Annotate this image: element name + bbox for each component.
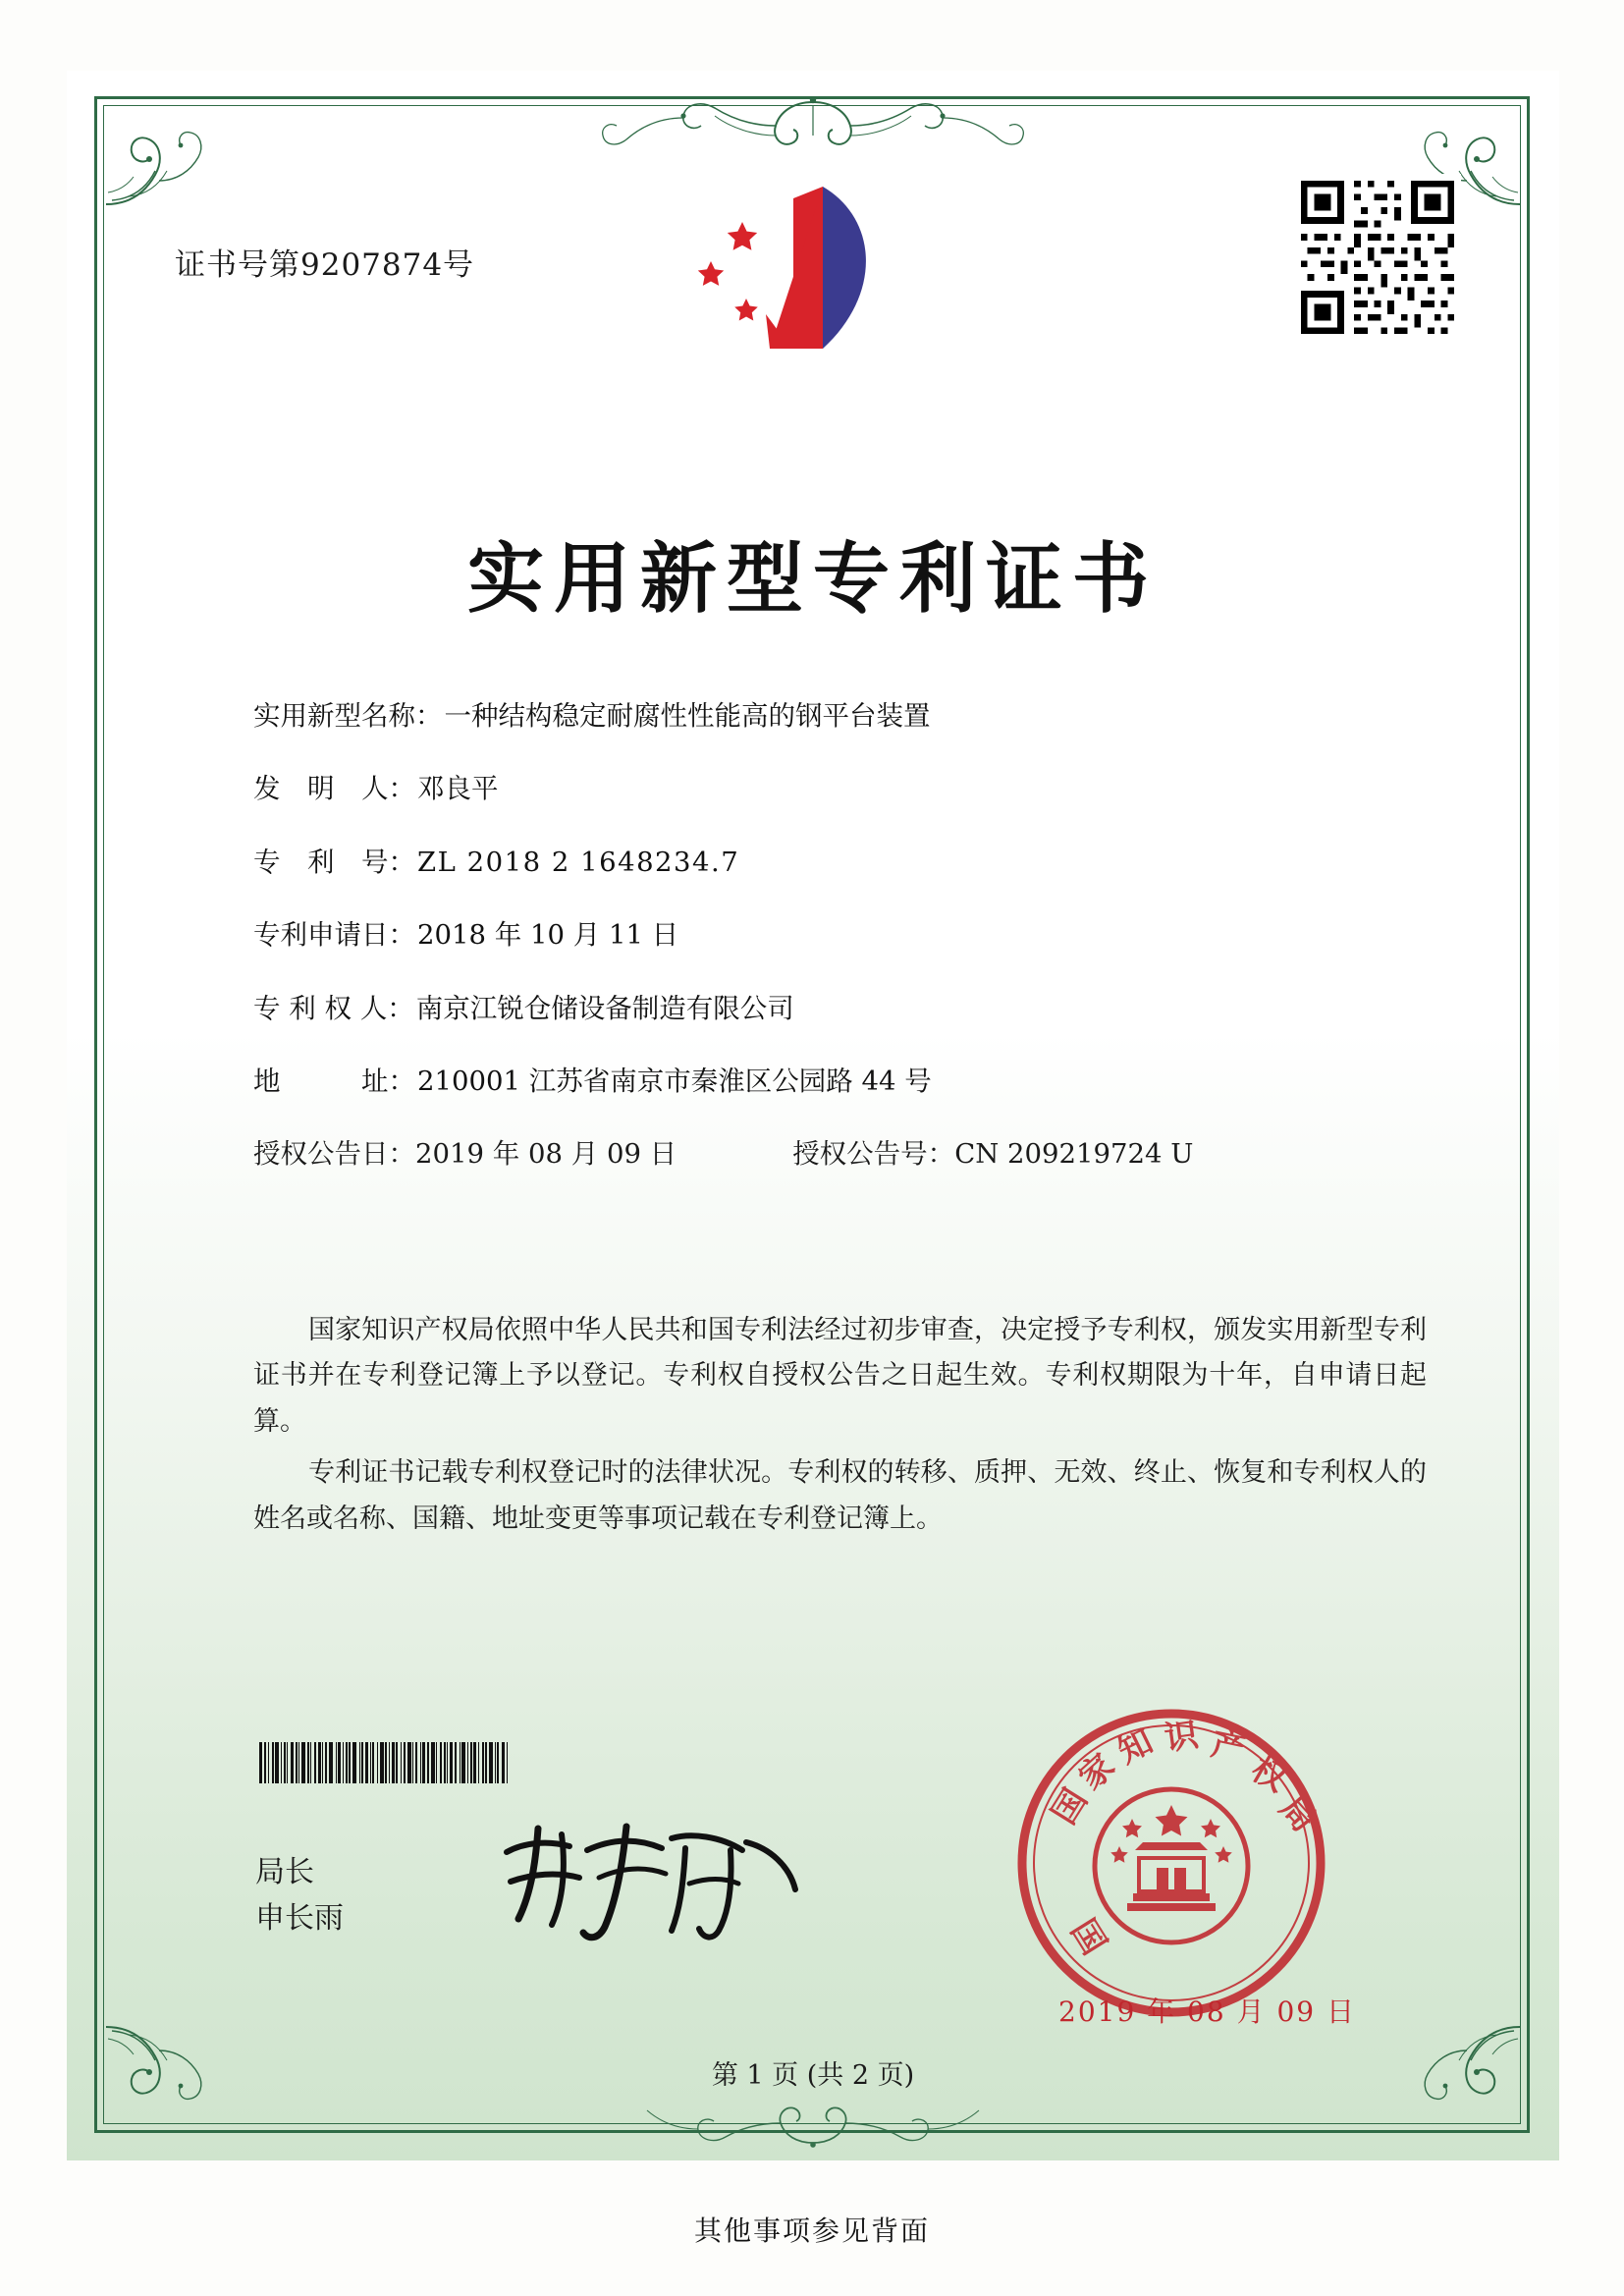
cnipa-logo-icon [676,177,931,363]
field-value: 邓良平 [417,773,499,805]
field-label: 专 利 权 人： [253,992,414,1024]
director-name-label: 申长雨 [255,1900,344,1936]
certificate-body [67,71,1559,2160]
grant-date-value: 2019 年 08 月 09 日 [415,1138,677,1171]
corner-ornament-icon [100,102,247,210]
handwritten-signature-icon [489,1809,813,1946]
grant-date-label: 授权公告日： [253,1138,415,1171]
field-patent-number [253,846,1412,879]
grant-number-value: CN 209219724 U [954,1138,1194,1171]
svg-text:国: 国 [1062,1912,1114,1962]
certificate-number: 证书号第9207874号 [175,247,475,283]
fields-block [253,699,1412,1205]
grant-number-label: 授权公告号： [792,1138,955,1171]
paragraph-1: 国家知识产权局依照中华人民共和国专利法经过初步审查，决定授予专利权，颁发实用新型专利证书并在专利登记簿上予以登记。专利权自授权公告之日起生效。专利权期限为十年，自申请日起算。 [253,1315,1427,1437]
field-application-date [253,918,1412,952]
field-value: ZL 2018 2 1648234.7 [417,846,740,878]
svg-text:家: 家 [1071,1746,1123,1798]
field-address [253,1065,1412,1098]
svg-text:权: 权 [1244,1749,1293,1800]
svg-text:国: 国 [1044,1781,1096,1831]
footer-note: 其他事项参见背面 [693,2214,930,2247]
field-label: 发 明 人： [253,773,415,805]
svg-text:知: 知 [1111,1722,1160,1773]
paragraph-2: 专利证书记载专利权登记时的法律状况。专利权的转移、质押、无效、终止、恢复和专利权人的姓名或名称、国籍、地址变更等事项记载在专利登记簿上。 [253,1457,1427,1534]
field-value: 一种结构稳定耐腐性性能高的钢平台装置 [444,700,931,732]
qr-code-icon [1294,174,1461,341]
legal-text-block [253,1308,1427,1548]
director-title-label: 局长 [255,1855,314,1889]
svg-text:局: 局 [1272,1788,1324,1840]
seal-date: 2019 年 08 月 09 日 [1058,1995,1357,2028]
field-label: 地 址： [253,1065,415,1097]
field-label: 实用新型名称： [253,700,443,732]
signature-block [255,1850,344,1941]
field-patentee [253,992,1412,1025]
field-utility-model-name [253,699,1412,733]
official-red-seal-icon [1009,1701,1333,2025]
barcode [259,1742,652,1783]
field-label: 专 利 号： [253,846,415,878]
page-title: 实用新型专利证书 [466,534,1159,624]
svg-text:产: 产 [1208,1723,1249,1770]
field-grant-row [253,1137,1412,1171]
field-value: 2018 年 10 月 11 日 [417,919,679,952]
field-inventor [253,772,1412,805]
top-ornament-icon [548,88,1078,179]
field-value: 210001 江苏省南京市秦淮区公园路 44 号 [417,1065,932,1097]
field-label: 专利申请日： [253,919,415,952]
field-value: 南京江锐仓储设备制造有限公司 [415,992,794,1024]
page-indicator: 第 1 页 (共 2 页) [711,2060,915,2091]
svg-text:识: 识 [1162,1715,1201,1759]
